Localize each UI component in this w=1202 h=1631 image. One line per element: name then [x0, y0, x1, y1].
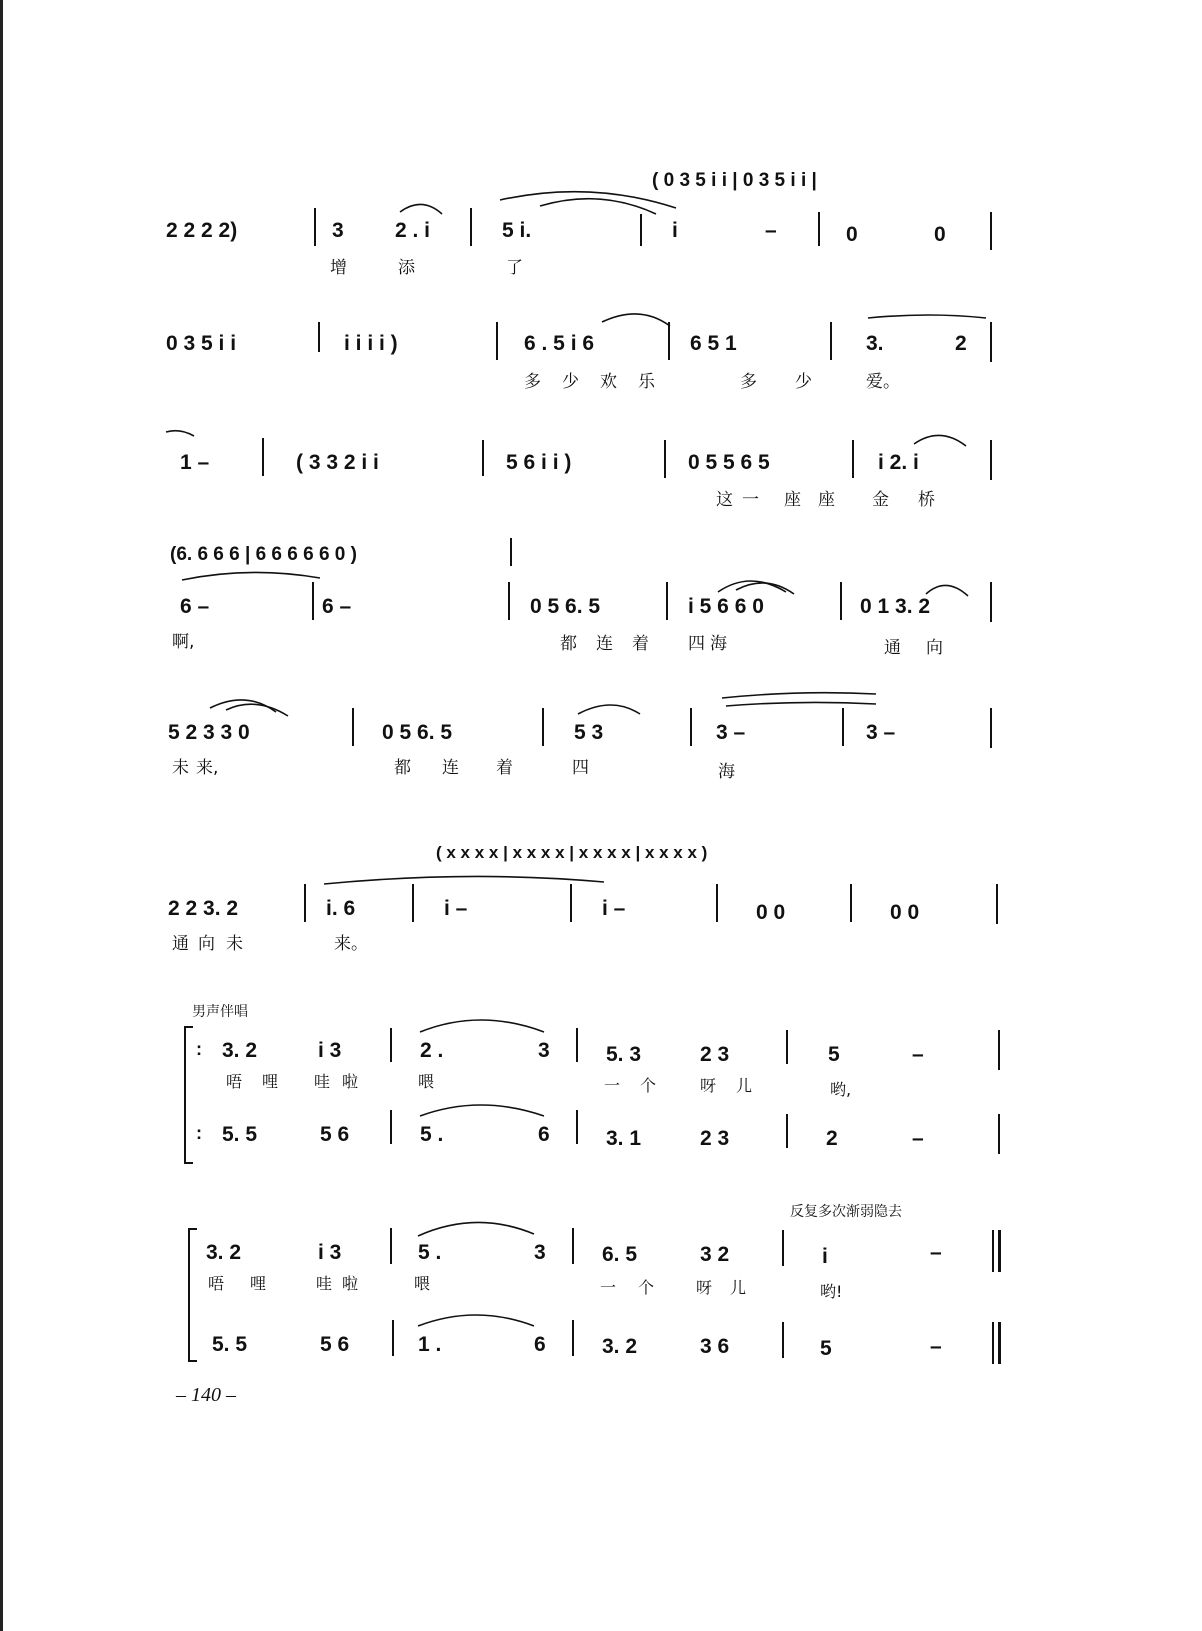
note: i: [822, 1245, 828, 1268]
lyric: 唔: [226, 1072, 243, 1091]
lyric: 儿: [736, 1076, 753, 1095]
lyric: 着: [496, 758, 513, 778]
lyric: 呀: [696, 1278, 713, 1297]
note: 5: [828, 1043, 840, 1066]
intro-figure: ( 0 3 5 i i | 0 3 5 i i |: [652, 170, 817, 191]
repeat-sign: :: [196, 1123, 202, 1143]
measure: ( 3 3 2 i i: [296, 451, 379, 474]
lyric: 添: [398, 258, 415, 278]
note: 3. 1: [606, 1127, 642, 1150]
measure: 0 5 6. 5: [530, 595, 601, 618]
lyric: 来。: [334, 934, 368, 954]
lyric: 哟,: [830, 1080, 852, 1099]
measure: 0 0: [756, 901, 786, 924]
note: 5. 5: [222, 1123, 258, 1146]
lyric: 了: [506, 258, 523, 278]
lyric: 一: [604, 1076, 621, 1095]
measure: 5 6 i i ): [506, 451, 572, 474]
note: 5. 5: [212, 1333, 248, 1356]
note: –: [930, 1335, 942, 1358]
performance-instruction: 反复多次渐弱隐去: [790, 1204, 902, 1220]
measure: 0 1 3. 2: [860, 595, 931, 618]
measure: i. 6: [326, 897, 356, 920]
note: –: [912, 1043, 924, 1066]
note: 3: [534, 1241, 546, 1264]
lyric: 座: [784, 490, 801, 510]
lyric: 个: [638, 1278, 655, 1297]
lyric: 爱。: [866, 372, 900, 392]
lyric: 啦: [342, 1072, 359, 1091]
note: 3. 2: [602, 1335, 638, 1358]
lyric: 未: [226, 934, 243, 954]
measure: i –: [602, 897, 626, 920]
lyric: 哩: [250, 1274, 267, 1293]
measure: 6 –: [322, 595, 352, 618]
lyric: 着: [632, 634, 649, 654]
measure: 5 2 3 3 0: [168, 721, 250, 744]
note: 1 .: [418, 1333, 442, 1356]
measure: 1 –: [180, 451, 210, 474]
lyric: 少: [795, 372, 812, 392]
note: 3.: [866, 332, 884, 355]
lyric: 未: [172, 758, 189, 778]
note: 5 .: [420, 1123, 444, 1146]
note: 5: [820, 1337, 832, 1360]
note: 6. 5: [602, 1243, 638, 1266]
note: 3 6: [700, 1335, 730, 1358]
note: 2: [826, 1127, 838, 1150]
lyric: 来,: [196, 758, 219, 778]
note: –: [912, 1127, 924, 1150]
note: 3. 2: [206, 1241, 242, 1264]
note: 2 .: [420, 1039, 444, 1062]
chorus-label: 男声伴唱: [192, 1004, 248, 1020]
note: –: [765, 219, 777, 242]
note: 5 i.: [502, 219, 532, 242]
lyric: 少: [562, 372, 579, 392]
measure: i i i i ): [344, 332, 398, 355]
measure: 6 5 1: [690, 332, 737, 355]
note: –: [930, 1241, 942, 1264]
measure: i 2. i: [878, 451, 919, 474]
lyric: 通: [172, 934, 189, 954]
note: 5 6: [320, 1123, 350, 1146]
measure: i –: [444, 897, 468, 920]
measure: 5 3: [574, 721, 604, 744]
page-number: – 140 –: [176, 1384, 236, 1406]
note: 2: [955, 332, 967, 355]
note: 0: [846, 223, 858, 246]
lyric: 一: [600, 1278, 617, 1297]
lyric: 一: [742, 490, 759, 510]
measure: 6 . 5 i 6: [524, 332, 595, 355]
measure: 0 5 5 6 5: [688, 451, 770, 474]
lyric: 桥: [918, 490, 935, 510]
note: i 3: [318, 1039, 342, 1062]
lyric: 欢: [600, 372, 617, 392]
lyric: 哩: [262, 1072, 279, 1091]
lyric: 儿: [730, 1278, 747, 1297]
measure: 6 –: [180, 595, 210, 618]
lyric: 唔: [208, 1274, 225, 1293]
note: 0: [934, 223, 946, 246]
accompaniment-figure: (6. 6 6 6 | 6 6 6 6 6 0 ): [170, 544, 357, 565]
measure: i 5 6 6 0: [688, 595, 764, 618]
lyric: 乐: [638, 372, 655, 392]
note: 5 .: [418, 1241, 442, 1264]
lyric: 多: [524, 372, 541, 392]
note: 6: [534, 1333, 546, 1356]
lyric: 金: [872, 490, 889, 510]
lyric: 多: [740, 372, 757, 392]
measure: 0 3 5 i i: [166, 332, 237, 355]
note: 3: [332, 219, 344, 242]
measure: 0 0: [890, 901, 920, 924]
lyric: 向: [198, 934, 215, 954]
lyric: 四: [688, 634, 705, 654]
note: 6: [538, 1123, 550, 1146]
note: i 3: [318, 1241, 342, 1264]
lyric: 哇: [314, 1072, 331, 1091]
percussion-figure: ( x x x x | x x x x | x x x x | x x x x ): [436, 843, 708, 862]
lyric: 哟!: [820, 1282, 843, 1301]
lyric: 个: [640, 1076, 657, 1095]
note: 5. 3: [606, 1043, 642, 1066]
lyric: 座: [818, 490, 835, 510]
lyric: 海: [718, 762, 735, 782]
lyric: 喂: [418, 1072, 435, 1091]
lyric: 向: [926, 638, 943, 658]
measure: 2 2 2 2): [166, 219, 238, 242]
lyric: 增: [330, 258, 347, 278]
lyric: 都: [560, 634, 577, 654]
note: 2 3: [700, 1043, 730, 1066]
note: 3 2: [700, 1243, 730, 1266]
measure: 3 –: [866, 721, 896, 744]
lyric: 喂: [414, 1274, 431, 1293]
note: i: [672, 219, 678, 242]
measure: 0 5 6. 5: [382, 721, 453, 744]
lyric: 海: [710, 634, 727, 654]
measure: 3 –: [716, 721, 746, 744]
note: 2 . i: [395, 219, 431, 242]
lyric: 连: [442, 758, 459, 778]
lyric: 都: [394, 758, 411, 778]
note: 3: [538, 1039, 550, 1062]
lyric: 呀: [700, 1076, 717, 1095]
lyric: 四: [572, 758, 589, 778]
lyric: 通: [884, 638, 901, 658]
note: 3. 2: [222, 1039, 258, 1062]
lyric: 连: [596, 634, 613, 654]
lyric: 啊,: [172, 632, 195, 652]
lyric: 啦: [342, 1274, 359, 1293]
measure: 2 2 3. 2: [168, 897, 239, 920]
note: 2 3: [700, 1127, 730, 1150]
lyric: 哇: [316, 1274, 333, 1293]
repeat-sign: :: [196, 1039, 202, 1059]
note: 5 6: [320, 1333, 350, 1356]
lyric: 这: [716, 490, 733, 510]
